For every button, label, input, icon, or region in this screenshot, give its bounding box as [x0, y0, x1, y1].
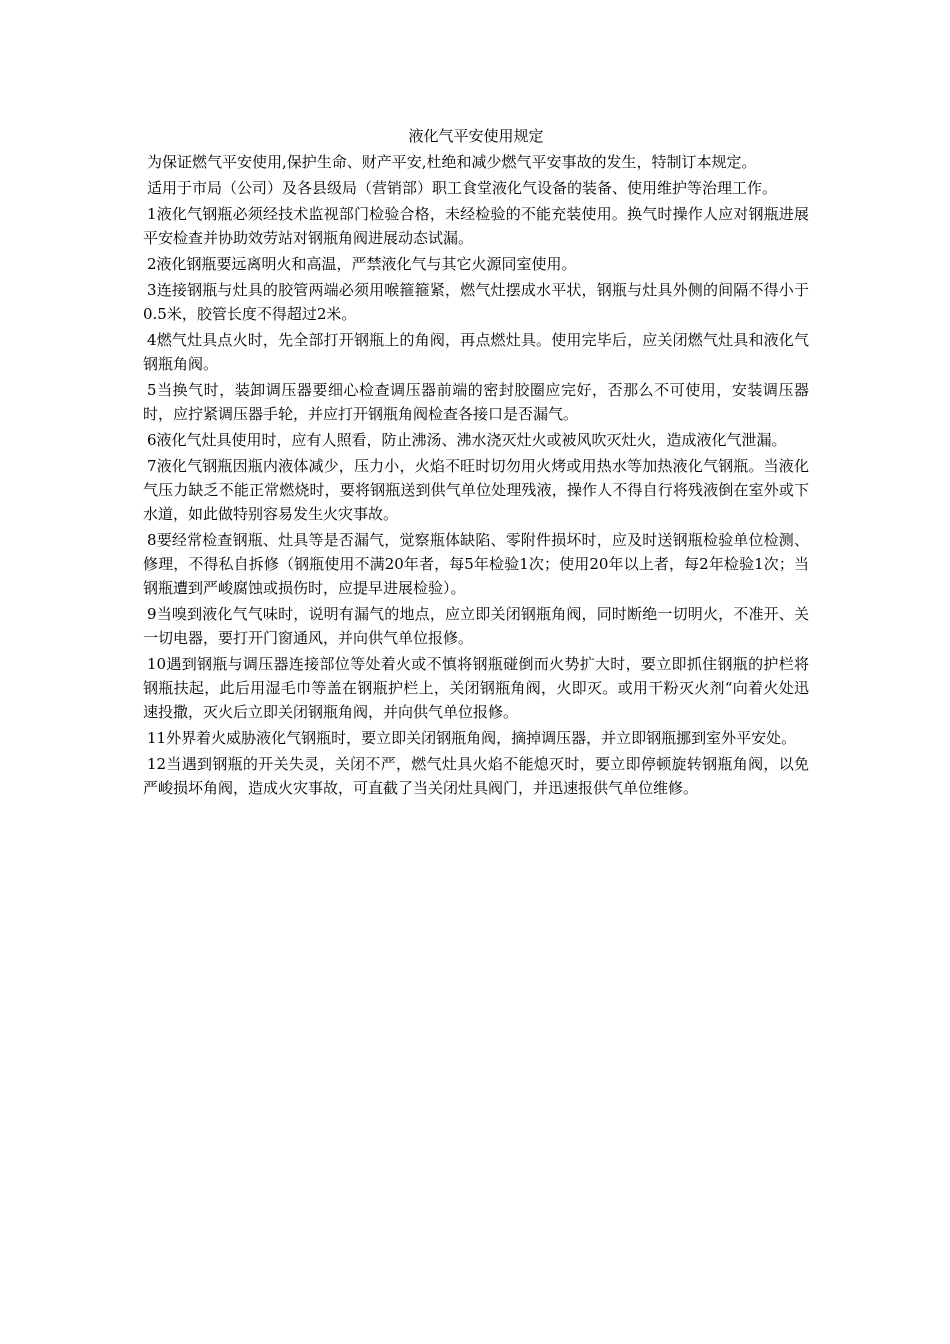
paragraph-rule-3: 3连接钢瓶与灶具的胶管两端必须用喉箍箍紧，燃气灶摆成水平状，钢瓶与灶具外侧的间隔不得小于0.5米，胶管长度不得超过2米。 — [143, 281, 809, 323]
document-page — [143, 124, 809, 802]
paragraph-rule-7: 7液化气钢瓶因瓶内液体减少，压力小，火焰不旺时切勿用火烤或用热水等加热液化气钢瓶。当液化气压力缺乏不能正常燃烧时，要将钢瓶送到供气单位处理残液，操作人不得自行将残液倒在室外或下水道，如此做特别容易发生火灾事故。 — [143, 457, 809, 523]
document-title: 液化气平安使用规定 — [408, 127, 544, 145]
paragraph-rule-4: 4燃气灶具点火时，先全部打开钢瓶上的角阀，再点燃灶具。使用完毕后，应关闭燃气灶具和液化气钢瓶角阀。 — [143, 331, 809, 373]
paragraph-scope: 适用于市局（公司）及各县级局（营销部）职工食堂液化气设备的装备、使用维护等治理工作。 — [147, 179, 778, 197]
paragraph-purpose: 为保证燃气平安使用,保护生命、财产平安,杜绝和减少燃气平安事故的发生，特制订本规定。 — [147, 153, 757, 171]
paragraph-rule-8: 8要经常检查钢瓶、灶具等是否漏气，觉察瓶体缺陷、零附件损坏时，应及时送钢瓶检验单位检测、修理，不得私自拆修（钢瓶使用不满20年者，每5年检验1次；使用20年以上者，每2年检验1次；当钢瓶遭到严峻腐蚀或损伤时，应提早进展检验）。 — [143, 531, 809, 597]
paragraph-rule-10: 10遇到钢瓶与调压器连接部位等处着火或不慎将钢瓶碰倒而火势扩大时，要立即抓住钢瓶的护栏将钢瓶扶起，此后用湿毛巾等盖在钢瓶护栏上，关闭钢瓶角阀，火即灭。或用干粉灭火剂“向着火处迅速投撒，灭火后立即关闭钢瓶角阀，并向供气单位报修。 — [143, 655, 809, 721]
paragraph-rule-2: 2液化钢瓶要远离明火和高温，严禁液化气与其它火源同室使用。 — [147, 255, 577, 273]
paragraph-rule-12: 12当遇到钢瓶的开关失灵，关闭不严，燃气灶具火焰不能熄灭时，要立即停顿旋转钢瓶角阀，以免严峻损坏角阀，造成火灾事故，可直截了当关闭灶具阀门，并迅速报供气单位维修。 — [143, 755, 809, 797]
paragraph-rule-6: 6液化气灶具使用时，应有人照看，防止沸汤、沸水浇灭灶火或被风吹灭灶火，造成液化气泄漏。 — [147, 431, 787, 449]
paragraph-rule-11: 11外界着火威胁液化气钢瓶时，要立即关闭钢瓶角阀，摘掉调压器，并立即钢瓶挪到室外平安处。 — [147, 729, 797, 747]
paragraph-rule-9: 9当嗅到液化气气味时，说明有漏气的地点，应立即关闭钢瓶角阀，同时断绝一切明火，不准开、关一切电器，要打开门窗通风，并向供气单位报修。 — [143, 605, 809, 647]
paragraph-rule-1: 1液化气钢瓶必须经技术监视部门检验合格，未经检验的不能充装使用。换气时操作人应对钢瓶进展平安检查并协助效劳站对钢瓶角阀进展动态试漏。 — [143, 205, 809, 247]
paragraph-rule-5: 5当换气时，装卸调压器要细心检查调压器前端的密封胶圈应完好，否那么不可使用，安装调压器时，应拧紧调压器手轮，并应打开钢瓶角阀检查各接口是否漏气。 — [143, 381, 809, 423]
